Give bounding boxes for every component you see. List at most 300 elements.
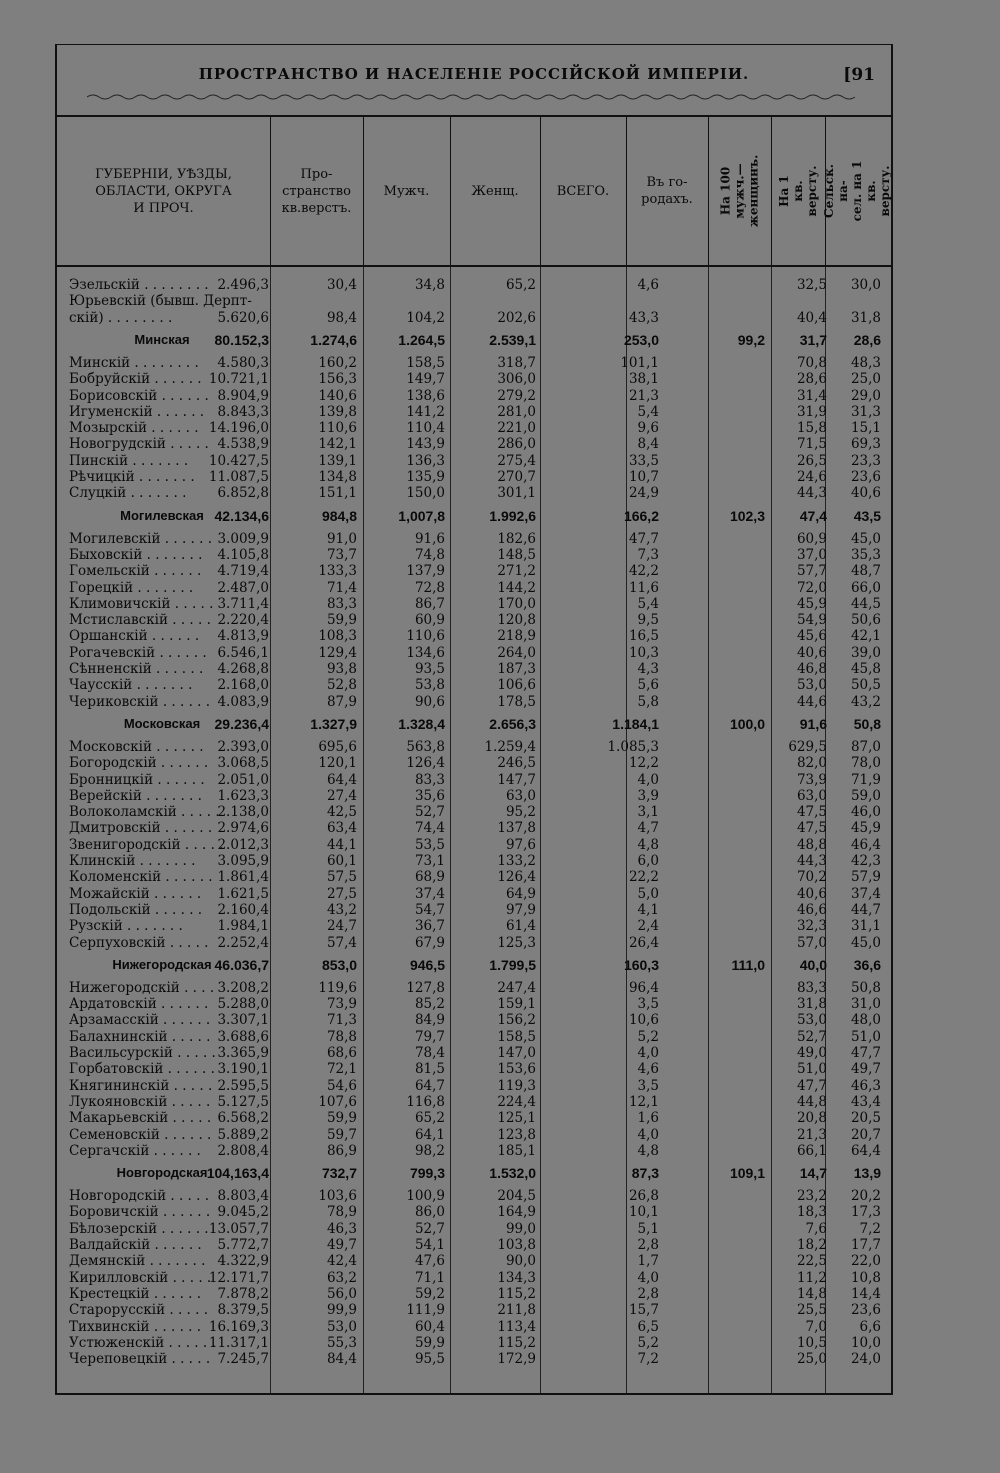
cell-rural: 31,1 xyxy=(850,918,881,935)
row-name: Новогрудскій . . . . . xyxy=(69,436,209,453)
cell-density: 31,7 xyxy=(799,331,827,348)
cell-female: 126,4 xyxy=(406,755,445,772)
cell-male: 140,6 xyxy=(318,387,357,404)
cell-rural: 64,4 xyxy=(850,1142,881,1159)
cell-density: 32,3 xyxy=(796,918,827,935)
cell-area: 8.803,4 xyxy=(217,1188,269,1205)
table-row xyxy=(57,1143,891,1159)
cell-male: 160,2 xyxy=(318,354,357,371)
table-row xyxy=(57,404,891,420)
cell-female: 52,7 xyxy=(414,1220,445,1237)
cell-total: 221,0 xyxy=(497,420,536,437)
cell-area: 2.974,6 xyxy=(217,820,269,837)
cell-area: 3.208,2 xyxy=(217,979,269,996)
row-name: Подольскій . . . . . . xyxy=(69,901,203,918)
cell-rural: 20,5 xyxy=(850,1110,881,1127)
cell-total: 134,3 xyxy=(497,1269,536,1286)
cell-area: 2.496,3 xyxy=(217,277,269,293)
cell-area: 2.220,4 xyxy=(217,612,269,629)
row-name: Семеновскій . . . . . . xyxy=(69,1126,212,1143)
cell-rural: 42,3 xyxy=(850,853,881,869)
cell-density: 47,7 xyxy=(796,1077,827,1094)
cell-male: 120,1 xyxy=(318,755,357,772)
province-row xyxy=(57,508,891,524)
table-row xyxy=(57,388,891,404)
cell-density: 71,5 xyxy=(796,436,827,453)
table-row xyxy=(57,1335,891,1351)
cell-male: 78,8 xyxy=(326,1028,357,1045)
cell-female: 65,2 xyxy=(414,1110,445,1127)
row-name: Сѣнненскій . . . . . . xyxy=(69,661,204,677)
cell-rural: 44,5 xyxy=(850,595,881,612)
row-name: Старорусскій . . . . . xyxy=(69,1302,208,1319)
cell-male: 91,0 xyxy=(326,530,357,547)
cell-area: 2.138,0 xyxy=(217,804,269,821)
cell-density: 47,4 xyxy=(799,507,827,524)
cell-total: 2.656,3 xyxy=(489,715,536,732)
cell-male: 139,8 xyxy=(318,403,357,420)
cell-area: 2.168,0 xyxy=(217,677,269,694)
row-name: Гомельскій . . . . . . xyxy=(69,563,202,580)
cell-total: 247,4 xyxy=(497,979,536,996)
cell-density: 18,2 xyxy=(796,1237,827,1253)
cell-density: 31,9 xyxy=(796,403,827,420)
cell-total: 103,8 xyxy=(497,1237,536,1253)
cell-density: 7,0 xyxy=(805,1318,827,1335)
cell-urban: 2,4 xyxy=(637,918,659,935)
row-name: Кирилловскій . . . . . xyxy=(69,1269,212,1286)
cell-area: 3.009,9 xyxy=(217,530,269,547)
row-name: Рузскій . . . . . . . xyxy=(69,918,183,935)
cell-urban: 21,3 xyxy=(628,387,659,404)
cell-urban: 87,3 xyxy=(631,1165,659,1182)
cell-male: 139,1 xyxy=(318,452,357,469)
table-row xyxy=(57,453,891,469)
cell-density: 83,3 xyxy=(796,979,827,996)
cell-urban: 4,6 xyxy=(637,277,659,293)
table-row xyxy=(57,804,891,820)
cell-area: 16.169,3 xyxy=(208,1318,269,1335)
cell-rural: 15,1 xyxy=(850,420,881,437)
cell-urban: 5,2 xyxy=(637,1028,659,1045)
cell-area: 12.171,7 xyxy=(208,1269,269,1286)
table-row xyxy=(57,869,891,885)
cell-total: 178,5 xyxy=(497,693,536,710)
cell-total: 153,6 xyxy=(497,1061,536,1078)
cell-density: 44,3 xyxy=(796,853,827,869)
cell-area: 13.057,7 xyxy=(208,1220,269,1237)
table-row xyxy=(57,485,891,501)
row-name: Чериковскій . . . . . . xyxy=(69,693,211,710)
cell-area: 3.711,4 xyxy=(217,595,269,612)
cell-urban: 24,9 xyxy=(628,485,659,502)
cell-female: 116,8 xyxy=(406,1093,445,1110)
cell-density: 14,8 xyxy=(796,1285,827,1302)
table-row xyxy=(57,1270,891,1286)
row-name: Оршанскій . . . . . . xyxy=(69,628,200,645)
table-row xyxy=(57,1237,891,1253)
cell-rural: 45,9 xyxy=(850,820,881,837)
cell-rural: 50,8 xyxy=(853,715,881,732)
cell-urban: 4,0 xyxy=(637,1269,659,1286)
cell-female: 86,7 xyxy=(414,595,445,612)
cell-urban: 160,3 xyxy=(623,956,659,973)
cell-rural: 46,0 xyxy=(850,804,881,821)
cell-density: 629,5 xyxy=(788,738,827,755)
table-row xyxy=(57,371,891,387)
row-name: Горецкій . . . . . . . xyxy=(69,579,194,596)
cell-total: 99,0 xyxy=(505,1220,536,1237)
table-row xyxy=(57,310,891,326)
cell-female: 1.328,4 xyxy=(398,715,445,732)
cell-area: 7.245,7 xyxy=(217,1351,269,1368)
cell-male: 68,6 xyxy=(326,1045,357,1061)
row-name: Климовичскій . . . . . xyxy=(69,595,214,612)
row-name: Новгородская xyxy=(116,1165,208,1181)
row-name: Рогачевскій . . . . . . xyxy=(69,644,207,661)
cell-density: 11,2 xyxy=(796,1269,827,1286)
cell-total: 264,0 xyxy=(497,644,536,661)
cell-rural: 48,3 xyxy=(850,354,881,371)
cell-male: 93,8 xyxy=(326,661,357,677)
table-row xyxy=(57,612,891,628)
cell-female: 90,6 xyxy=(414,693,445,710)
cell-rural: 48,0 xyxy=(850,1012,881,1029)
cell-rural: 13,9 xyxy=(853,1165,881,1182)
table-row xyxy=(57,886,891,902)
cell-rural: 78,0 xyxy=(850,755,881,772)
cell-total: 64,9 xyxy=(505,885,536,902)
cell-female: 74,4 xyxy=(414,820,445,837)
cell-female: 137,9 xyxy=(406,563,445,580)
cell-female: 150,0 xyxy=(406,485,445,502)
cell-total: 182,6 xyxy=(497,530,536,547)
cell-density: 66,1 xyxy=(796,1142,827,1159)
cell-area: 80.152,3 xyxy=(214,331,269,348)
cell-male: 99,9 xyxy=(326,1302,357,1319)
cell-male: 107,6 xyxy=(318,1093,357,1110)
cell-urban: 101,1 xyxy=(620,354,659,371)
cell-total: 148,5 xyxy=(497,546,536,563)
cell-male: 54,6 xyxy=(326,1077,357,1094)
cell-density: 40,6 xyxy=(796,885,827,902)
cell-male: 71,4 xyxy=(326,579,357,596)
cell-rural: 7,2 xyxy=(859,1220,881,1237)
row-name: Череповецкій . . . . . xyxy=(69,1351,211,1368)
cell-male: 103,6 xyxy=(318,1188,357,1205)
cell-male: 142,1 xyxy=(318,436,357,453)
cell-female: 110,6 xyxy=(406,628,445,645)
row-name: Быховскій . . . . . . . xyxy=(69,546,203,563)
cell-rural: 43,5 xyxy=(853,507,881,524)
row-name: Рѣчицкій . . . . . . . xyxy=(69,469,195,485)
cell-female: 73,1 xyxy=(414,853,445,869)
cell-density: 44,8 xyxy=(796,1093,827,1110)
cell-female: 84,9 xyxy=(414,1012,445,1029)
cell-total: 115,2 xyxy=(497,1334,536,1351)
cell-density: 14,7 xyxy=(799,1165,827,1182)
cell-male: 60,1 xyxy=(326,853,357,869)
cell-area: 4.538,9 xyxy=(217,436,269,453)
cell-male: 46,3 xyxy=(326,1220,357,1237)
cell-urban: 5,2 xyxy=(637,1334,659,1351)
table-row xyxy=(57,837,891,853)
cell-total: 106,6 xyxy=(497,677,536,694)
cell-female: 64,1 xyxy=(414,1126,445,1143)
cell-total: 1.259,4 xyxy=(484,738,536,755)
cell-density: 10,5 xyxy=(796,1334,827,1351)
cell-rural: 44,7 xyxy=(850,901,881,918)
cell-area: 2.051,0 xyxy=(217,771,269,788)
cell-rural: 23,6 xyxy=(850,1302,881,1319)
table-row xyxy=(57,1188,891,1204)
table-row xyxy=(57,628,891,644)
table-row xyxy=(57,547,891,563)
column-header-density xyxy=(771,117,826,265)
table-row xyxy=(57,772,891,788)
row-name: Могилевская xyxy=(120,507,204,523)
cell-area: 104,163,4 xyxy=(206,1165,269,1182)
cell-male: 27,4 xyxy=(326,787,357,804)
cell-area: 2.808,4 xyxy=(217,1142,269,1159)
cell-male: 44,1 xyxy=(326,836,357,853)
row-name: Игуменскій . . . . . . xyxy=(69,403,205,420)
table-row xyxy=(57,580,891,596)
cell-total: 1.799,5 xyxy=(489,956,536,973)
cell-urban: 3,1 xyxy=(637,804,659,821)
row-name: Устюженскій . . . . . . xyxy=(69,1334,216,1351)
cell-urban: 8,4 xyxy=(637,436,659,453)
row-name: Княгининскій . . . . . xyxy=(69,1077,213,1094)
cell-total: 115,2 xyxy=(497,1285,536,1302)
column-header-urban: Въ го- родахъ. xyxy=(626,117,709,265)
cell-rural: 10,8 xyxy=(850,1269,881,1286)
cell-rural: 45,8 xyxy=(850,661,881,677)
cell-density: 15,8 xyxy=(796,420,827,437)
cell-area: 8.904,9 xyxy=(217,387,269,404)
cell-rural: 59,0 xyxy=(850,787,881,804)
table-row xyxy=(57,1110,891,1126)
row-name: Ардатовскій . . . . . . xyxy=(69,996,209,1013)
cell-male: 63,4 xyxy=(326,820,357,837)
table-row xyxy=(57,1286,891,1302)
column-header-area: Про- странство кв.верстъ. xyxy=(270,117,364,265)
cell-female: 138,6 xyxy=(406,387,445,404)
row-name: Эзельскій . . . . . . . . xyxy=(69,277,209,293)
row-name: Юрьевскій (бывш. Дерпт- xyxy=(69,293,252,310)
row-name: Бобруйскій . . . . . . xyxy=(69,371,202,388)
table-row xyxy=(57,1253,891,1269)
cell-urban: 7,3 xyxy=(637,546,659,563)
cell-area: 8.843,3 xyxy=(217,403,269,420)
cell-male: 151,1 xyxy=(318,485,357,502)
table-row xyxy=(57,1094,891,1110)
cell-density: 57,7 xyxy=(796,563,827,580)
cell-area: 3.307,1 xyxy=(217,1012,269,1029)
cell-density: 26,5 xyxy=(796,452,827,469)
cell-density: 44,6 xyxy=(796,693,827,710)
cell-male: 84,4 xyxy=(326,1351,357,1368)
running-title: ПРОСТРАНСТВО И НАСЕЛЕНІЕ РОССІЙСКОЙ ИМПЕРІИ. xyxy=(198,65,750,83)
cell-density: 57,0 xyxy=(796,934,827,951)
table-row xyxy=(57,469,891,485)
cell-area: 8.379,5 xyxy=(217,1302,269,1319)
cell-rural: 14,4 xyxy=(850,1285,881,1302)
cell-total: 318,7 xyxy=(497,354,536,371)
cell-male: 853,0 xyxy=(321,956,357,973)
cell-female: 135,9 xyxy=(406,469,445,485)
cell-area: 4.322,9 xyxy=(217,1253,269,1270)
cell-density: 18,3 xyxy=(796,1204,827,1221)
cell-female: 86,0 xyxy=(414,1204,445,1221)
cell-area: 14.196,0 xyxy=(208,420,269,437)
row-name: Бронницкій . . . . . . xyxy=(69,771,205,788)
cell-urban: 4,6 xyxy=(637,1061,659,1078)
cell-female: 1,007,8 xyxy=(398,507,445,524)
cell-total: 125,3 xyxy=(497,934,536,951)
table-row xyxy=(57,1319,891,1335)
cell-female: 111,9 xyxy=(406,1302,445,1319)
cell-male: 71,3 xyxy=(326,1012,357,1029)
row-name: Волоколамскій . . . . . xyxy=(69,804,220,821)
cell-area: 5.127,5 xyxy=(217,1093,269,1110)
cell-male: 87,9 xyxy=(326,693,357,710)
cell-density: 31,8 xyxy=(796,996,827,1013)
cell-total: 202,6 xyxy=(497,309,536,326)
row-name: Дмитровскій . . . . . . xyxy=(69,820,213,837)
cell-urban: 3,5 xyxy=(637,996,659,1013)
cell-male: 57,5 xyxy=(326,869,357,886)
cell-ratio: 111,0 xyxy=(731,956,765,973)
province-row xyxy=(57,1165,891,1181)
cell-area: 3.190,1 xyxy=(217,1061,269,1078)
cell-rural: 49,7 xyxy=(850,1061,881,1078)
cell-area: 1.984,1 xyxy=(217,918,269,935)
document-page xyxy=(55,44,893,1395)
cell-total: 97,9 xyxy=(505,901,536,918)
table-row xyxy=(57,820,891,836)
table-row xyxy=(57,902,891,918)
row-name: Демянскій . . . . . . . xyxy=(69,1253,206,1270)
table-body xyxy=(57,265,891,1395)
cell-male: 1.327,9 xyxy=(310,715,357,732)
cell-female: 35,6 xyxy=(414,787,445,804)
cell-female: 54,7 xyxy=(414,901,445,918)
cell-ratio: 100,0 xyxy=(729,715,765,732)
cell-area: 6.568,2 xyxy=(217,1110,269,1127)
cell-urban: 4,1 xyxy=(637,901,659,918)
cell-density: 22,5 xyxy=(796,1253,827,1270)
cell-male: 695,6 xyxy=(318,738,357,755)
cell-area: 3.365,9 xyxy=(217,1045,269,1061)
table-row xyxy=(57,277,891,293)
cell-density: 32,5 xyxy=(796,277,827,293)
cell-female: 143,9 xyxy=(406,436,445,453)
province-row xyxy=(57,332,891,348)
table-row xyxy=(57,918,891,934)
table-row xyxy=(57,1045,891,1061)
cell-female: 127,8 xyxy=(406,979,445,996)
row-name: Коломенскій . . . . . . xyxy=(69,869,213,886)
cell-urban: 3,5 xyxy=(637,1077,659,1094)
column-header-female: Женщ. xyxy=(450,117,541,265)
cell-area: 3.688,6 xyxy=(217,1028,269,1045)
cell-area: 1.621,5 xyxy=(217,885,269,902)
cell-total: 147,0 xyxy=(497,1045,536,1061)
cell-rural: 6,6 xyxy=(859,1318,881,1335)
cell-density: 45,6 xyxy=(796,628,827,645)
table-row xyxy=(57,661,891,677)
cell-rural: 43,4 xyxy=(850,1093,881,1110)
cell-male: 64,4 xyxy=(326,771,357,788)
cell-urban: 1.085,3 xyxy=(607,738,659,755)
table-row xyxy=(57,355,891,371)
table-row xyxy=(57,596,891,612)
cell-female: 946,5 xyxy=(409,956,445,973)
cell-male: 52,8 xyxy=(326,677,357,694)
cell-density: 49,0 xyxy=(796,1045,827,1061)
cell-area: 2.252,4 xyxy=(217,934,269,951)
row-name: Лукояновскій . . . . . xyxy=(69,1093,211,1110)
table-row xyxy=(57,694,891,710)
row-name: Московская xyxy=(123,715,201,731)
cell-urban: 96,4 xyxy=(628,979,659,996)
cell-area: 4.083,9 xyxy=(217,693,269,710)
cell-total: 158,5 xyxy=(497,1028,536,1045)
row-name: Макарьевскій . . . . . xyxy=(69,1110,212,1127)
cell-male: 42,5 xyxy=(326,804,357,821)
cell-male: 42,4 xyxy=(326,1253,357,1270)
cell-density: 46,8 xyxy=(796,661,827,677)
cell-density: 21,3 xyxy=(796,1126,827,1143)
cell-urban: 4,0 xyxy=(637,771,659,788)
cell-total: 123,8 xyxy=(497,1126,536,1143)
cell-area: 46.036,7 xyxy=(214,956,269,973)
cell-male: 119,6 xyxy=(318,979,357,996)
cell-area: 9.045,2 xyxy=(217,1204,269,1221)
table-row xyxy=(57,420,891,436)
cell-rural: 46,3 xyxy=(850,1077,881,1094)
cell-female: 47,6 xyxy=(414,1253,445,1270)
table-row xyxy=(57,739,891,755)
cell-total: 185,1 xyxy=(497,1142,536,1159)
cell-density: 25,0 xyxy=(796,1351,827,1368)
cell-area: 5.889,2 xyxy=(217,1126,269,1143)
cell-female: 64,7 xyxy=(414,1077,445,1094)
cell-density: 82,0 xyxy=(796,755,827,772)
cell-rural: 24,0 xyxy=(850,1351,881,1368)
row-name: Нижегородскій . . . . xyxy=(69,979,215,996)
cell-male: 59,9 xyxy=(326,1110,357,1127)
cell-urban: 12,2 xyxy=(628,755,659,772)
cell-male: 73,7 xyxy=(326,546,357,563)
cell-urban: 7,2 xyxy=(637,1351,659,1368)
column-header-rural-text: Сельск. на- сел. на 1 кв. версту. xyxy=(822,160,892,222)
table-row xyxy=(57,1221,891,1237)
cell-total: 95,2 xyxy=(505,804,536,821)
cell-male: 27,5 xyxy=(326,885,357,902)
cell-total: 119,3 xyxy=(497,1077,536,1094)
cell-female: 134,6 xyxy=(406,644,445,661)
table-row xyxy=(57,1012,891,1028)
cell-urban: 253,0 xyxy=(623,331,659,348)
table-row xyxy=(57,935,891,951)
cell-male: 133,3 xyxy=(318,563,357,580)
cell-female: 52,7 xyxy=(414,804,445,821)
cell-urban: 2,8 xyxy=(637,1285,659,1302)
cell-male: 24,7 xyxy=(326,918,357,935)
row-name: Можайскій . . . . . . xyxy=(69,885,202,902)
